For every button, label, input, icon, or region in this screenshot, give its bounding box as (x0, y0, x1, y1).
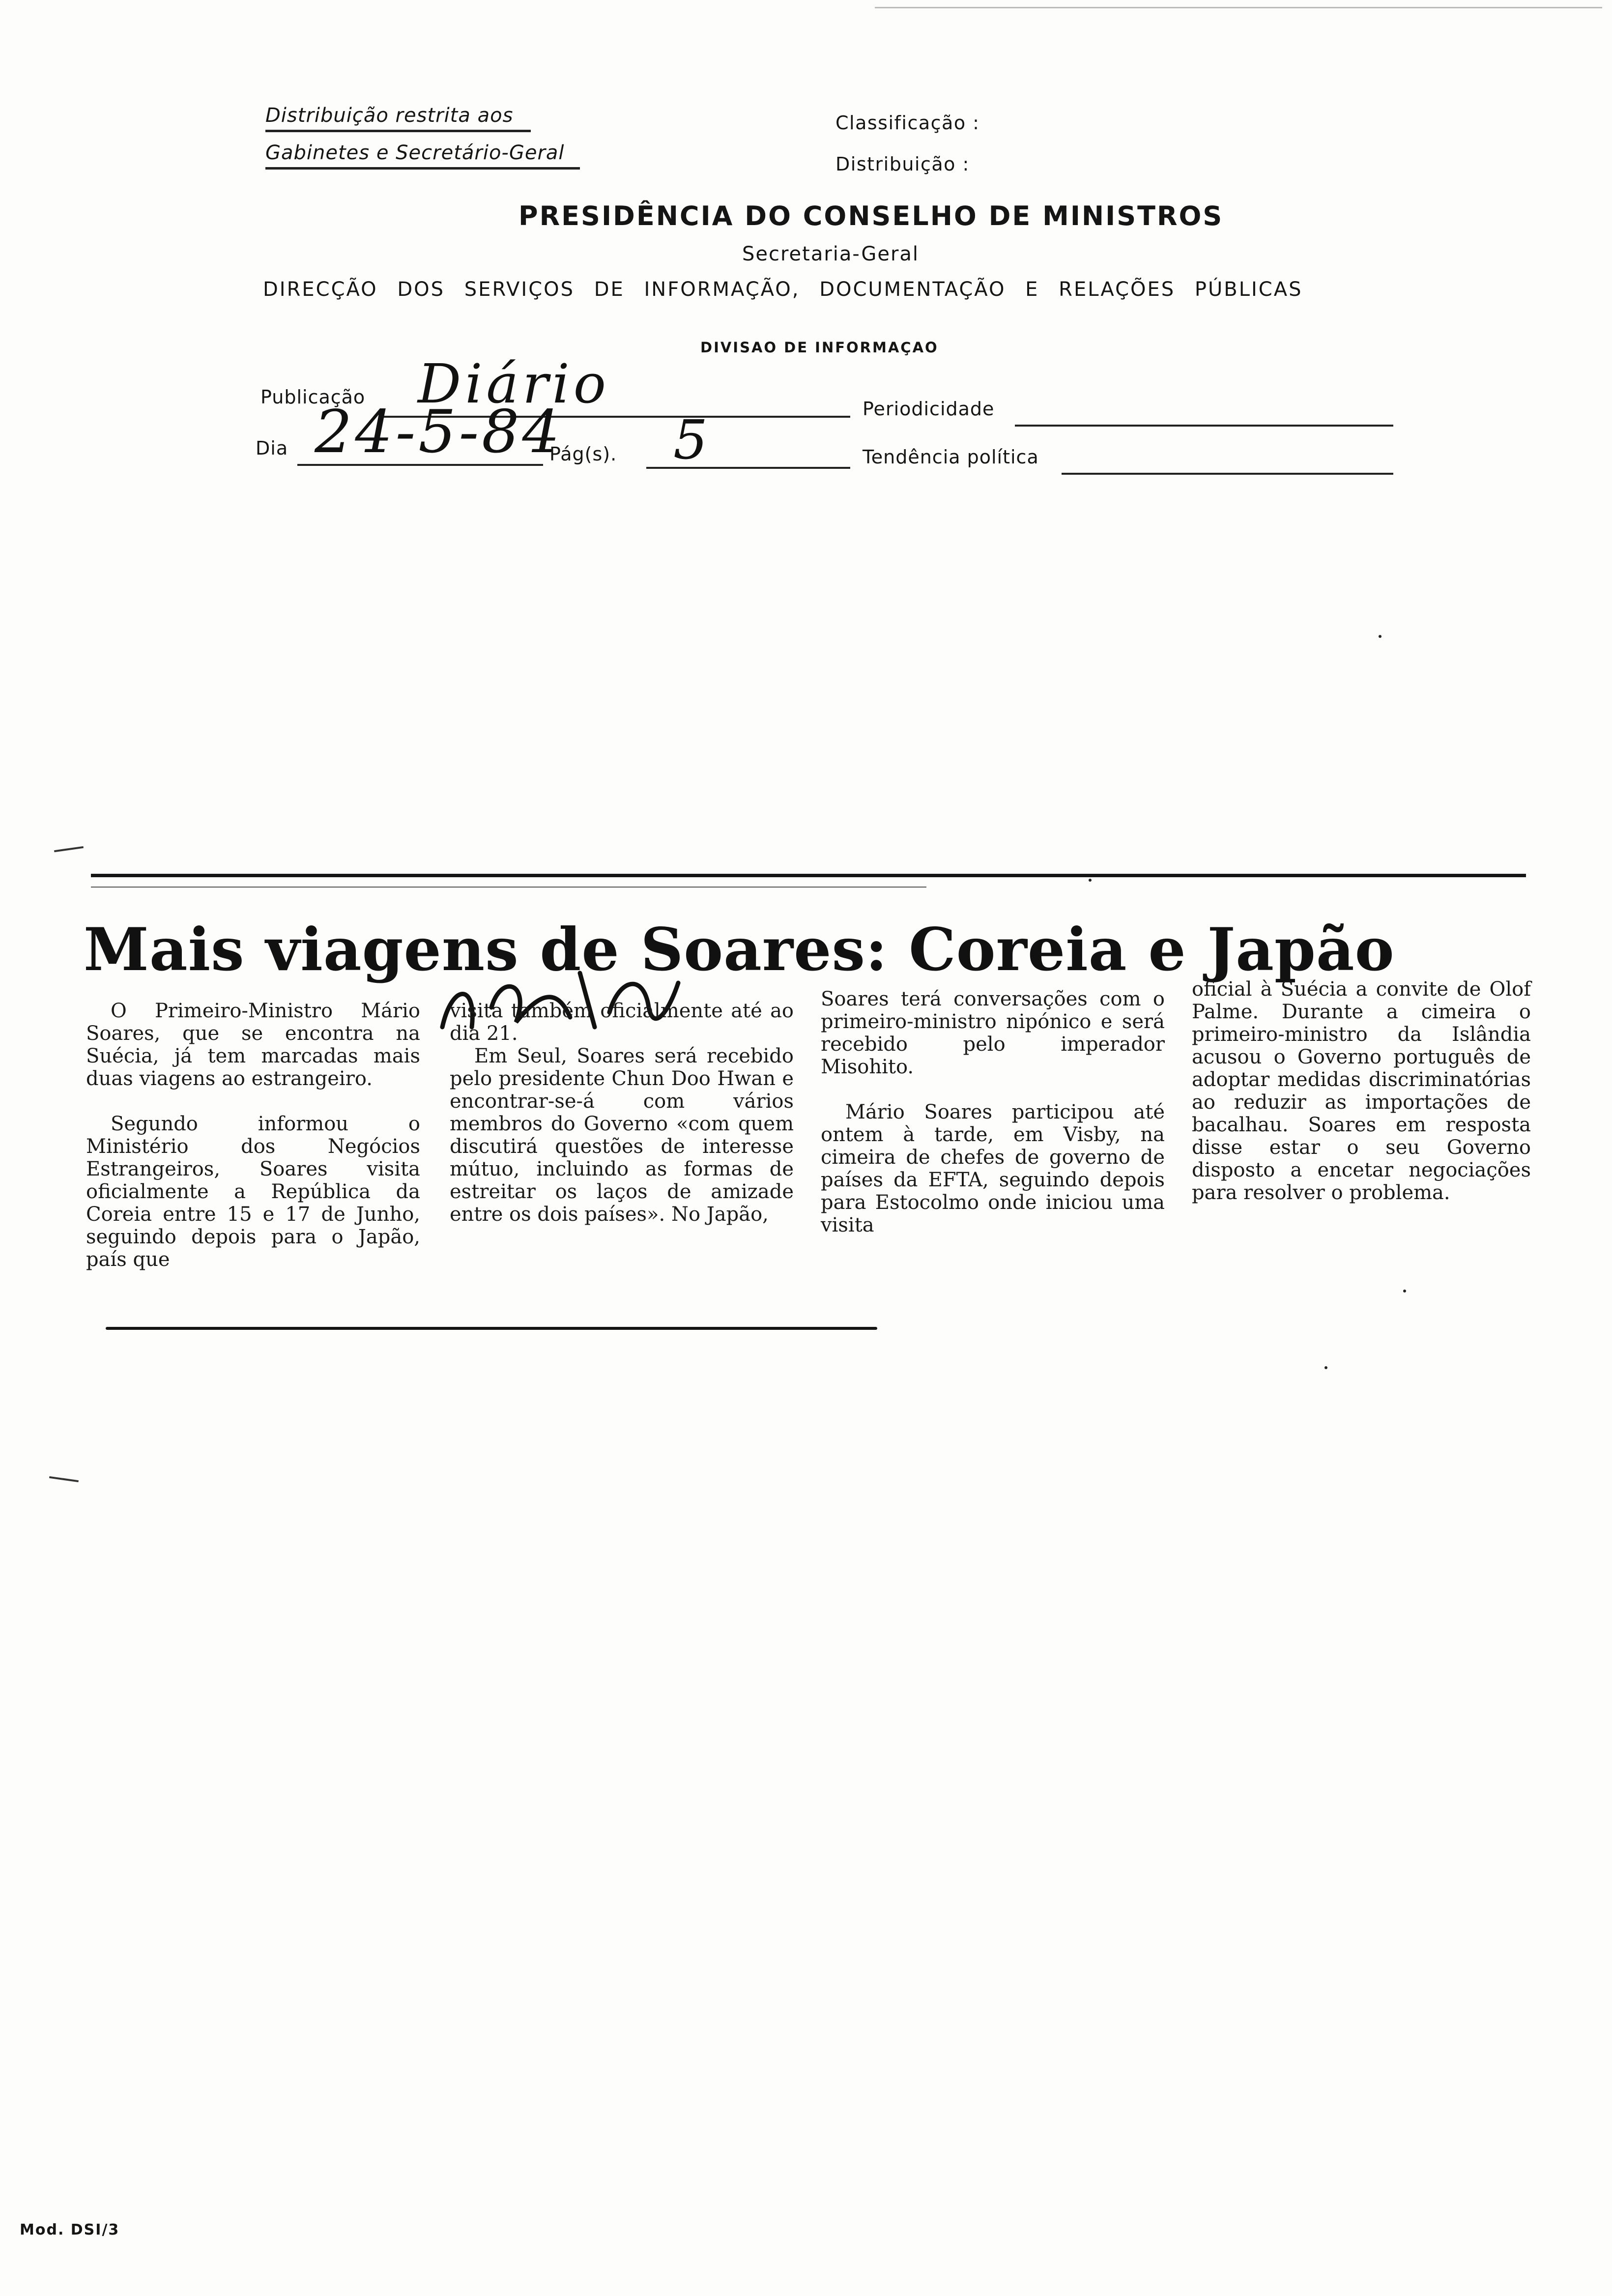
column-3-paragraph-1: Soares terá conversações com o primeiro-ministro nipónico e será recebido pelo imperador Misohito. (821, 988, 1165, 1078)
article-column-2 (450, 1000, 794, 1226)
form-model-code: Mod. DSI/3 (20, 2221, 120, 2239)
periodicidade-label: Periodicidade (863, 398, 995, 420)
direction-title: DIRECÇÃO DOS SERVIÇOS DE INFORMAÇÃO, DOCUMENTAÇÃO E RELAÇÕES PÚBLICAS (263, 278, 1303, 301)
article-column-1 (86, 1000, 420, 1271)
column-2-paragraph-2: Em Seul, Soares será recebido pelo presidente Chun Doo Hwan e encontrar-se-á com vários membros do Governo «com quem discutirá questões de interesse mútuo, incluindo as formas de estreitar os laços de amizade entre os dois países». No Japão, (450, 1045, 794, 1226)
pags-label: Pág(s). (549, 443, 617, 465)
column-2-paragraph-1: visita também oficialmente até ao dia 21. (450, 1000, 794, 1045)
column-4-paragraph-1: oficial à Suécia a convite de Olof Palme. Durante a cimeira o primeiro-ministro da Islândia acusou o Governo português de adoptar medidas discriminatórias ao reduzir as importações de bacalhau. Soares em resposta disse estar o seu Governo disposto a encetar negociações para resolver o problema. (1192, 978, 1531, 1204)
column-1-paragraph-1: O Primeiro-Ministro Mário Soares, que se encontra na Suécia, já tem marcadas mais duas viagens ao estrangeiro. (86, 1000, 420, 1090)
scan-edge-line (875, 7, 1602, 8)
scan-speck (1089, 879, 1092, 882)
article-column-3 (821, 988, 1165, 1236)
pags-handwritten-value: 5 (673, 408, 708, 471)
article-headline: Mais viagens de Soares: Coreia e Japão (84, 915, 1395, 984)
scan-mark (49, 1476, 79, 1482)
restricted-distribution-line1: Distribuição restrita aos (265, 104, 531, 132)
publicacao-handwritten-value: Diário (418, 352, 610, 415)
restricted-distribution-line2: Gabinetes e Secretário-Geral (265, 142, 580, 170)
pags-line (646, 467, 850, 469)
scan-speck (1379, 635, 1382, 638)
dia-label: Dia (256, 437, 288, 459)
scan-speck (1403, 1290, 1406, 1292)
article-top-rule (91, 874, 1526, 877)
tendencia-label: Tendência política (863, 446, 1039, 468)
article-bottom-rule (106, 1327, 877, 1330)
article-top-thin-rule (91, 887, 926, 888)
classificacao-label: Classificação : (835, 112, 980, 134)
scan-mark (54, 846, 84, 852)
distribuicao-label: Distribuição : (835, 153, 970, 175)
column-3-paragraph-2: Mário Soares participou até ontem à tarde, em Visby, na cimeira de chefes de governo de países da EFTA, seguindo depois para Estocolmo onde iniciou uma visita (821, 1101, 1165, 1236)
scan-speck (1324, 1366, 1327, 1369)
article-column-4 (1192, 978, 1531, 1204)
periodicidade-line (1015, 425, 1393, 427)
column-1-paragraph-2: Segundo informou o Ministério dos Negócios Estrangeiros, Soares visita oficialmente a República da Coreia entre 15 e 17 de Junho, seguindo depois para o Japão, país que (86, 1113, 420, 1271)
dia-handwritten-value: 24-5-84 (315, 398, 563, 466)
ministry-title: PRESIDÊNCIA DO CONSELHO DE MINISTROS (518, 201, 1224, 231)
tendencia-line (1062, 473, 1393, 475)
publicacao-label: Publicação (260, 386, 366, 408)
secretaria-geral: Secretaria-Geral (742, 243, 920, 265)
division-title: DIVISAO DE INFORMAÇAO (700, 339, 939, 356)
dia-line (297, 464, 543, 466)
